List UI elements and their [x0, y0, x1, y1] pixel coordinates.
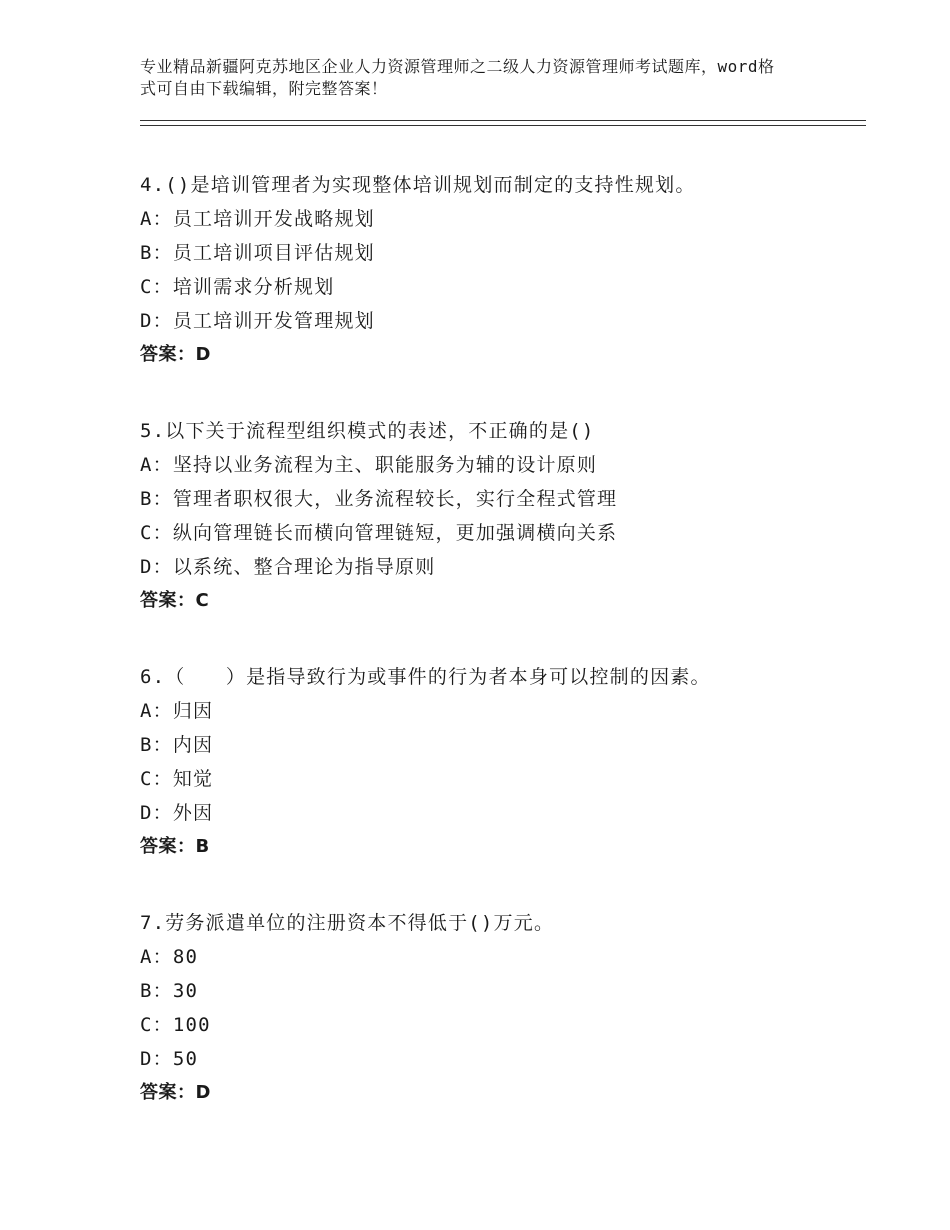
answer-line: 答案：D	[140, 1082, 211, 1103]
option-c: C：纵向管理链长而横向管理链短，更加强调横向关系	[140, 522, 618, 544]
option-b: B：30	[140, 980, 199, 1002]
option-b: B：管理者职权很大，业务流程较长，实行全程式管理	[140, 488, 618, 510]
question-title: 4.()是培训管理者为实现整体培训规划而制定的支持性规划。	[140, 174, 696, 196]
answer-line: 答案：D	[140, 344, 211, 365]
option-c: C：100	[140, 1014, 211, 1036]
option-d: D：外因	[140, 802, 214, 824]
question-title: 7.劳务派遣单位的注册资本不得低于()万元。	[140, 912, 555, 934]
option-d: D：员工培训开发管理规划	[140, 310, 375, 332]
option-a: A：员工培训开发战略规划	[140, 208, 375, 230]
question-title: 6.（ ）是指导致行为或事件的行为者本身可以控制的因素。	[140, 666, 711, 688]
question-5	[140, 414, 866, 618]
document-page	[140, 56, 866, 1110]
option-d: D：50	[140, 1048, 199, 1070]
question-6	[140, 660, 866, 864]
option-c: C：知觉	[140, 768, 214, 790]
answer-line: 答案：C	[140, 590, 210, 611]
option-b: B：员工培训项目评估规划	[140, 242, 375, 264]
option-a: A：坚持以业务流程为主、职能服务为辅的设计原则	[140, 454, 598, 476]
question-title: 5.以下关于流程型组织模式的表述，不正确的是()	[140, 420, 595, 442]
document-header: 专业精品新疆阿克苏地区企业人力资源管理师之二级人力资源管理师考试题库，word格式可自由下载编辑，附完整答案！	[140, 57, 775, 98]
option-a: A：80	[140, 946, 199, 968]
option-b: B：内因	[140, 734, 214, 756]
question-7	[140, 906, 866, 1110]
option-d: D：以系统、整合理论为指导原则	[140, 556, 436, 578]
option-a: A：归因	[140, 700, 214, 722]
answer-line: 答案：B	[140, 836, 210, 857]
option-c: C：培训需求分析规划	[140, 276, 335, 298]
question-4	[140, 168, 866, 372]
header-divider	[140, 120, 866, 126]
